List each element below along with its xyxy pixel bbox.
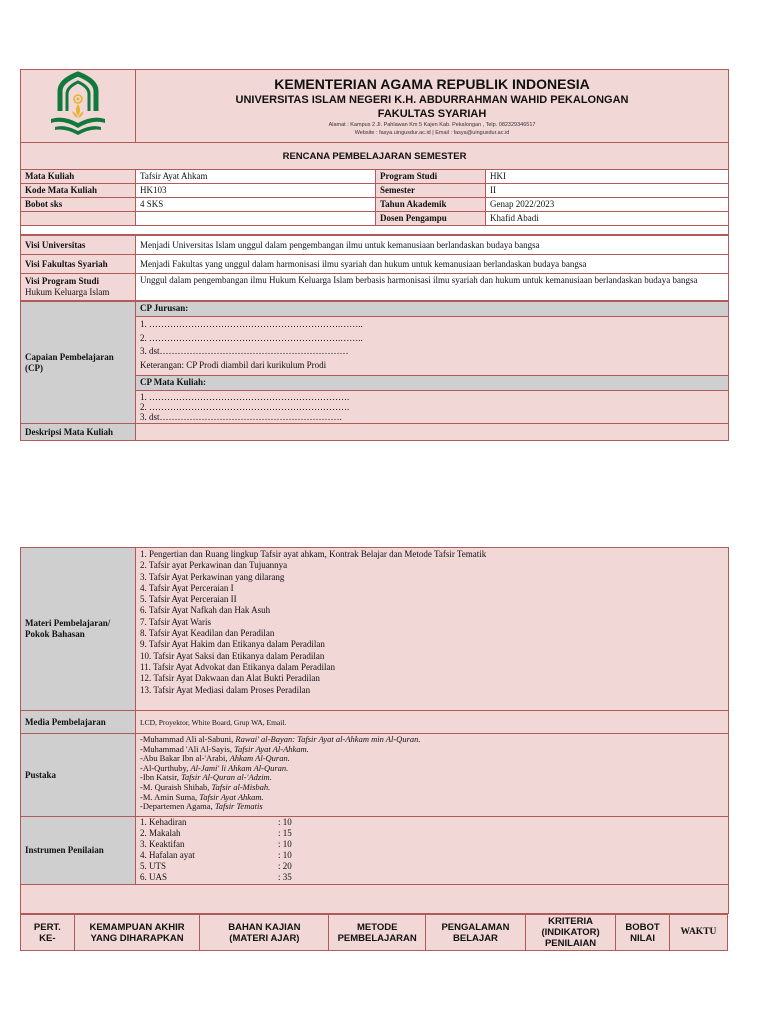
visi-fakultas-label: Visi Fakultas Syariah <box>21 255 136 274</box>
visi-universitas-value: Menjadi Universitas Islam unggul dalam pengembangan ilmu untuk kemanusiaan berlandaskan budaya bangsa <box>136 236 729 255</box>
materi-item: 12. Tafsir Ayat Dakwaan dan Alat Bukti Peradilan <box>140 673 320 684</box>
semester-label: Semester <box>376 184 486 198</box>
cp-label <box>21 302 136 424</box>
deskripsi-value <box>136 424 729 441</box>
pustaka-list <box>136 734 729 817</box>
materi-item: 9. Tafsir Ayat Hakim dan Etikanya dalam Peradilan <box>140 639 325 650</box>
kode-mk-value: HK103 <box>136 184 376 198</box>
cp-table <box>20 301 729 441</box>
pustaka-item: -Abu Bakar Ibn al-'Arabi, Ahkam Al-Quran. <box>140 753 290 764</box>
instrumen-label: Instrumen Penilaian <box>21 817 136 885</box>
instrumen-item: 6. UAS : 35 <box>140 872 292 882</box>
cp-label-line2: (CP) <box>25 362 43 373</box>
visi-fakultas-value: Menjadi Fakultas yang unggul dalam harmonisasi ilmu syariah dan hukum untuk kemanusiaan berlandaskan budaya bangsa <box>136 255 729 274</box>
spacer-row <box>21 226 729 235</box>
cp-jurusan-body <box>136 317 729 376</box>
media-value: LCD, Proyektor, White Board, Grup WA, Email. <box>136 711 729 734</box>
deskripsi-label: Deskripsi Mata Kuliah <box>21 424 136 441</box>
visi-prodi-label <box>21 274 136 301</box>
empty-cell <box>21 212 136 226</box>
address-line: Alamat : Kampus 2 Jl. Pahlawan Km 5 Kajen Kab. Pekalongan , Telp. 082329346517 <box>328 122 536 128</box>
visi-prodi-value: Unggul dalam pengembangan ilmu Hukum Keluarga Islam berbasis harmonisasi ilmu syariah dan hukum untuk kemanusiaan berlandaskan budaya bangsa <box>136 274 729 301</box>
materi-item: 8. Tafsir Ayat Keadilan dan Peradilan <box>140 628 275 639</box>
materi-item: 10. Tafsir Ayat Saksi dan Etikanya dalam Peradilan <box>140 650 325 661</box>
materi-item: 6. Tafsir Ayat Nafkah dan Hak Asuh <box>140 605 271 616</box>
materi-item: 11. Tafsir Ayat Advokat dan Etikanya dalam Peradilan <box>140 661 335 672</box>
col-waktu: WAKTU <box>669 915 727 951</box>
pustaka-item: -Muhammad Ali al-Sabuni, Rawai' al-Bayan: Tafsir Ayat al-Ahkam min Al-Quran. <box>140 734 421 744</box>
pustaka-item: -Al-Qurthuby, Al-Jami' li Ahkam Al-Quran. <box>140 762 289 773</box>
document-title: RENCANA PEMBELAJARAN SEMESTER <box>21 143 729 170</box>
tahun-akademik-label: Tahun Akademik <box>376 198 486 212</box>
media-label: Media Pembelajaran <box>21 711 136 734</box>
instrumen-item: 2. Makalah : 15 <box>140 828 292 838</box>
spacer-row <box>21 885 729 914</box>
col-metode: METODE PEMBELAJARAN <box>329 915 426 951</box>
program-studi-label: Program Studi <box>376 170 486 184</box>
instrumen-item: 5. UTS : 20 <box>140 861 292 871</box>
schedule-header-table <box>20 914 728 951</box>
rps-page-1 <box>20 69 728 441</box>
materi-label <box>21 548 136 711</box>
cp-jurusan-item: 2. ……………………………………………………….…….. <box>140 332 363 343</box>
bobot-sks-label: Bobot sks <box>21 198 136 212</box>
cp-jurusan-item: 3. dst……………………………………………………… <box>140 346 349 356</box>
faculty-title: FAKULTAS SYARIAH <box>377 108 487 120</box>
col-kemampuan-akhir: KEMAMPUAN AKHIR YANG DIHARAPKAN <box>74 915 200 951</box>
cp-mk-item: 2. …………………………………………………………. <box>140 402 350 412</box>
cp-mk-item: 1. …………………………………………………………. <box>140 392 350 402</box>
visi-universitas-label: Visi Universitas <box>21 236 136 255</box>
rps-page-2 <box>20 547 728 951</box>
materi-label-line1: Materi Pembelajaran/ <box>25 618 111 628</box>
col-kriteria: KRITERIA (INDIKATOR) PENILAIAN <box>525 915 615 951</box>
contact-line: Website : fasya.uingusdur.ac.id | Email : fasya@uingusdur.ac.id <box>354 130 510 136</box>
instrumen-item: 4. Hafalan ayat : 10 <box>140 850 292 860</box>
materi-table <box>20 547 729 914</box>
bobot-sks-value: 4 SKS <box>136 198 376 212</box>
cp-keterangan: Keterangan: CP Prodi diambil dari kurikulum Prodi <box>140 359 327 370</box>
pustaka-label: Pustaka <box>21 734 136 817</box>
visi-table <box>20 235 729 301</box>
cp-mk-item: 3. dst……………………………………………………. <box>140 412 342 422</box>
instrumen-item: 3. Keaktifan : 10 <box>140 839 292 849</box>
cp-mk-title: CP Mata Kuliah: <box>136 376 729 391</box>
instrumen-list <box>136 817 729 885</box>
university-logo-icon <box>43 71 113 139</box>
materi-item: 7. Tafsir Ayat Waris <box>140 616 211 627</box>
rps-header-table <box>20 69 729 235</box>
cp-label-line1: Capaian Pembelajaran <box>25 351 114 362</box>
semester-value: II <box>486 184 729 198</box>
col-bobot: BOBOT NILAI <box>616 915 670 951</box>
cp-jurusan-item: 1. ……………………………………………………….…….. <box>140 319 363 329</box>
pustaka-item: -M. Amin Suma, Tafsir Ayat Ahkam. <box>140 791 264 802</box>
mata-kuliah-label: Mata Kuliah <box>21 170 136 184</box>
col-bahan-kajian: BAHAN KAJIAN (MATERI AJAR) <box>200 915 329 951</box>
materi-item: 3. Tafsir Ayat Perkawinan yang dilarang <box>140 571 285 582</box>
pustaka-item: -Departemen Agama, Tafsir Tematis <box>140 801 263 812</box>
dosen-value: Khafid Abadi <box>486 212 729 226</box>
col-pengalaman: PENGALAMAN BELAJAR <box>426 915 526 951</box>
materi-list <box>136 548 729 711</box>
materi-item: 1. Pengertian dan Ruang lingkup Tafsir ayat ahkam, Kontrak Belajar dan Metode Tafsir Tematik <box>140 549 487 559</box>
materi-item: 4. Tafsir Ayat Perceraian I <box>140 582 234 593</box>
kode-mk-label: Kode Mata Kuliah <box>21 184 136 198</box>
visi-prodi-label-line2: Hukum Keluarga Islam <box>25 287 110 297</box>
visi-prodi-label-line1: Visi Program Studi <box>25 276 100 286</box>
materi-item: 5. Tafsir Ayat Perceraian II <box>140 594 237 605</box>
cp-mk-body <box>136 391 729 424</box>
mata-kuliah-value: Tafsir Ayat Ahkam <box>136 170 376 184</box>
dosen-label: Dosen Pengampu <box>376 212 486 226</box>
pustaka-item: -Muhammad 'Ali Al-Sayis, Tafsir Ayat Al-Ahkam. <box>140 743 309 754</box>
instrumen-item: 1. Kehadiran : 10 <box>140 817 292 827</box>
program-studi-value: HKI <box>486 170 729 184</box>
tahun-akademik-value: Genap 2022/2023 <box>486 198 729 212</box>
materi-item: 2. Tafsir ayat Perkawinan dan Tujuannya <box>140 560 288 571</box>
cp-jurusan-title: CP Jurusan: <box>136 302 729 317</box>
pustaka-item: -M. Quraish Shihab, Tafsir al-Misbah. <box>140 781 271 792</box>
materi-label-line2: Pokok Bahasan <box>25 629 85 639</box>
empty-cell <box>136 212 376 226</box>
materi-item: 13. Tafsir Ayat Mediasi dalam Proses Peradilan <box>140 684 311 695</box>
ministry-title: KEMENTERIAN AGAMA REPUBLIK INDONESIA <box>274 76 590 92</box>
header-text-cell <box>136 70 729 143</box>
university-title: UNIVERSITAS ISLAM NEGERI K.H. ABDURRAHMAN WAHID PEKALONGAN <box>235 94 629 106</box>
col-pertemuan: PERT. KE- <box>21 915 75 951</box>
logo-cell <box>21 70 136 143</box>
pustaka-item: -Ibn Katsir, Tafsir Al-Quran al-'Adzim. <box>140 772 272 783</box>
